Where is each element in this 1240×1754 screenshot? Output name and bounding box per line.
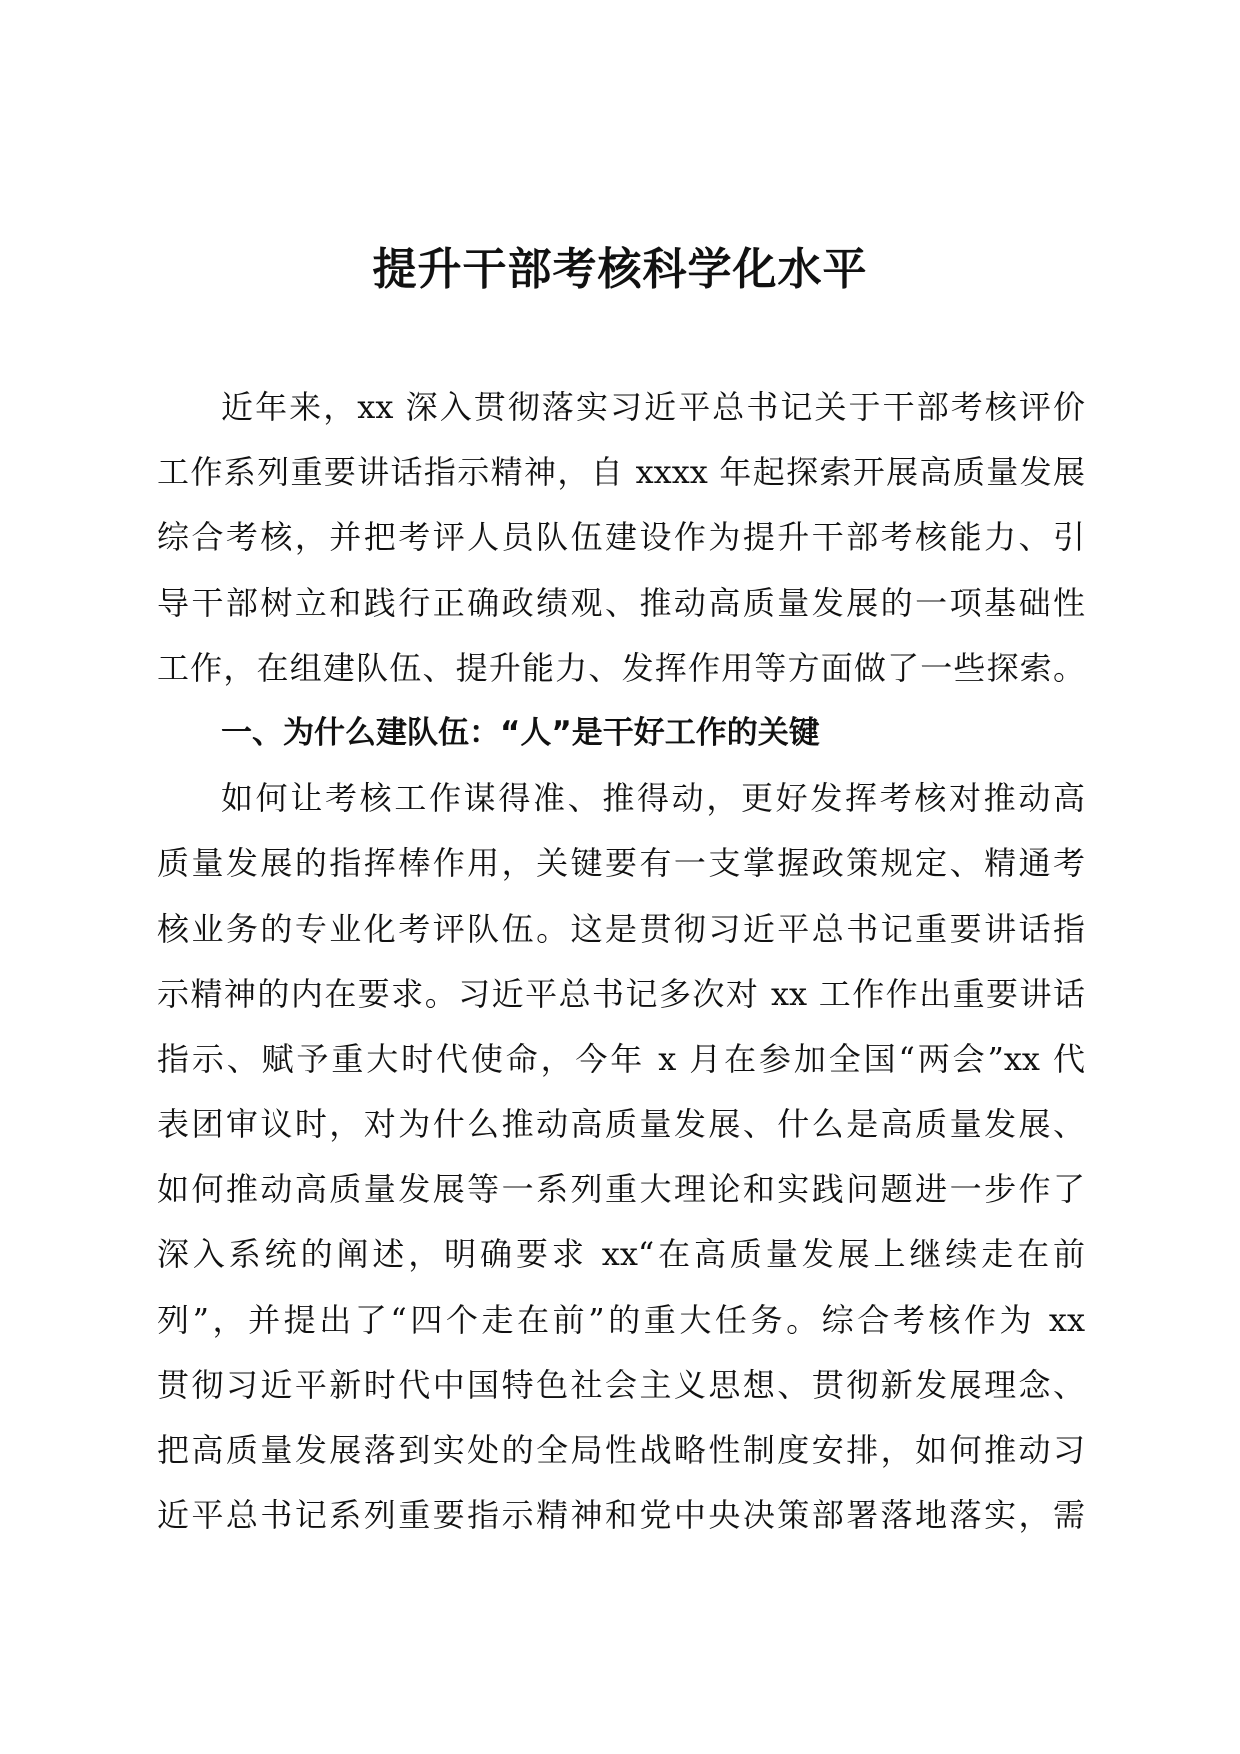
paragraph-line: 综合考核，并把考评人员队伍建设作为提升干部考核能力、引 (157, 518, 1085, 557)
section-paragraph (157, 766, 1085, 1548)
paragraph-line: 列”，并提出了“四个走在前”的重大任务。综合考核作为 xx (157, 1300, 1085, 1339)
paragraph-line: 示精神的内在要求。习近平总书记多次对 xx 工作作出重要讲话 (157, 974, 1085, 1013)
paragraph-line: 贯彻习近平新时代中国特色社会主义思想、贯彻新发展理念、 (157, 1365, 1085, 1404)
paragraph-line: 工作系列重要讲话指示精神，自 xxxx 年起探索开展高质量发展 (157, 453, 1085, 492)
paragraph-line: 近平总书记系列重要指示精神和党中央决策部署落地落实，需 (157, 1496, 1085, 1535)
paragraph-line: 工作，在组建队伍、提升能力、发挥作用等方面做了一些探索。 (157, 648, 1085, 687)
paragraph-line: 把高质量发展落到实处的全局性战略性制度安排，如何推动习 (157, 1431, 1085, 1469)
section-heading: 一、为什么建队伍：“人”是干好工作的关键 (221, 714, 820, 751)
intro-paragraph (157, 375, 1085, 701)
document-title: 提升干部考核科学化水平 (372, 244, 868, 295)
paragraph-line: 质量发展的指挥棒作用，关键要有一支掌握政策规定、精通考 (157, 844, 1085, 883)
document-body (157, 375, 1085, 1548)
paragraph-line: 核业务的专业化考评队伍。这是贯彻习近平总书记重要讲话指 (157, 909, 1085, 948)
paragraph-line: 导干部树立和践行正确政绩观、推动高质量发展的一项基础性 (157, 583, 1085, 622)
paragraph-line: 深入系统的阐述，明确要求 xx“在高质量发展上继续走在前 (157, 1235, 1085, 1274)
paragraph-line: 近年来，xx 深入贯彻落实习近平总书记关于干部考核评价 (221, 388, 1085, 426)
paragraph-line: 指示、赋予重大时代使命，今年 x 月在参加全国“两会”xx 代 (157, 1039, 1085, 1078)
paragraph-line: 如何让考核工作谋得准、推得动，更好发挥考核对推动高 (221, 779, 1085, 818)
paragraph-line: 如何推动高质量发展等一系列重大理论和实践问题进一步作了 (157, 1170, 1085, 1209)
paragraph-line: 表团审议时，对为什么推动高质量发展、什么是高质量发展、 (157, 1105, 1085, 1144)
